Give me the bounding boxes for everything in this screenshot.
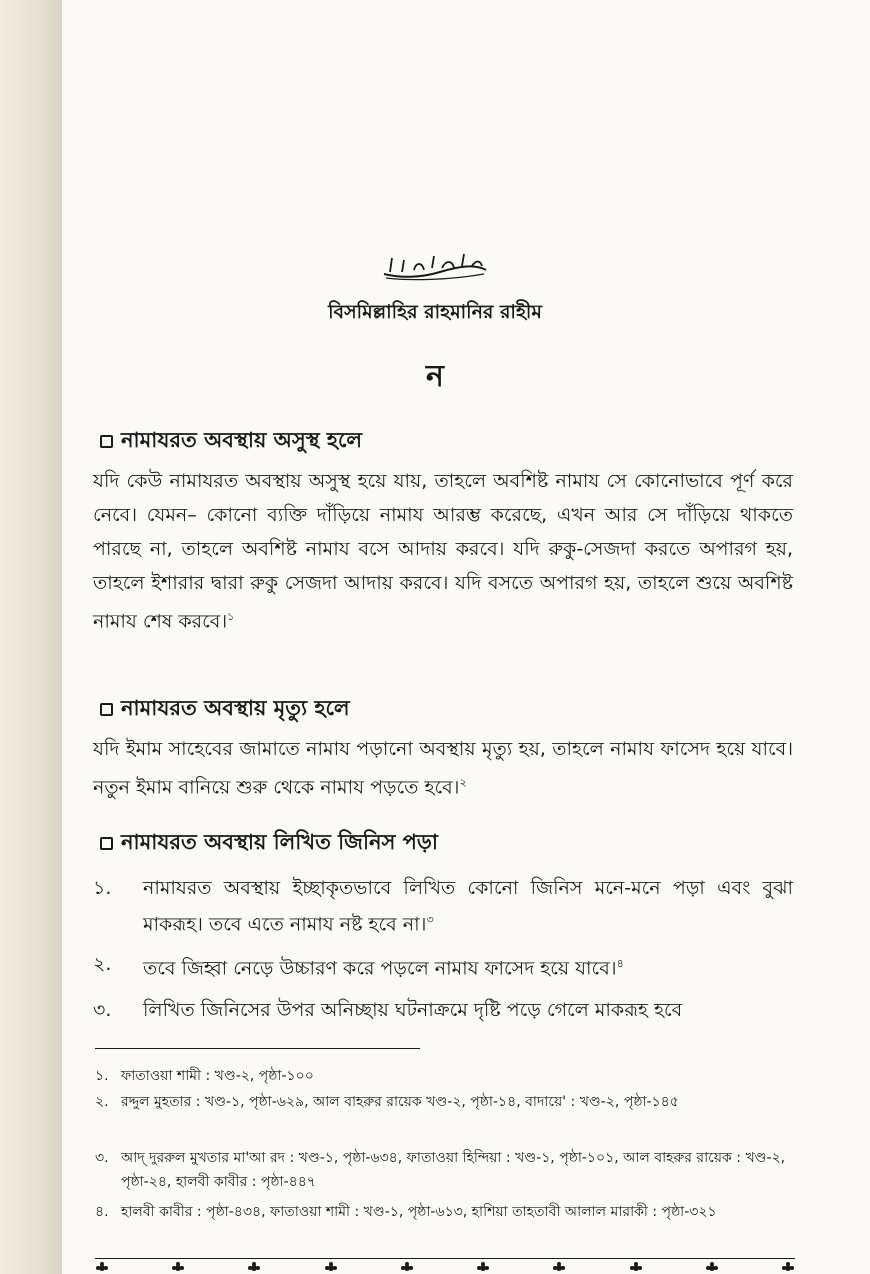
arabic-calligraphy-icon [380, 250, 490, 282]
footnote-divider [95, 1048, 420, 1049]
footnote [95, 1146, 795, 1194]
footnote-ref: ৪ [616, 957, 624, 970]
section-paragraph [93, 732, 793, 804]
footnote-text: আদ্ দুররুল মুখতার মা'আ রদ : খণ্ড-১, পৃষ্ঠা-৬৩৪, ফাতাওয়া হিন্দিয়া : খণ্ড-১, পৃষ্ঠা-১০১, আল বাহরুর রায়েক : খণ্ড-২, পৃষ্ঠা-২৪, হালবী কাবীর : পৃষ্ঠা-৪৪৭ [121, 1150, 786, 1190]
checkbox-square-icon [100, 435, 113, 448]
section-heading [100, 826, 438, 861]
section-paragraph [93, 464, 793, 638]
flower-ornament-icon [476, 1262, 490, 1274]
flower-ornament-icon [629, 1262, 643, 1274]
book-gutter [0, 0, 62, 1274]
footnote-ref: ১ [227, 610, 235, 623]
section-heading-text: নামাযরত অবস্থায় অসুস্থ হলে [121, 428, 363, 452]
footnote-number: ১. [95, 1068, 109, 1084]
list-text: নামাযরত অবস্থায় ইচ্ছাকৃতভাবে লিখিত কোনো জিনিস মনে-মনে পড়া এবং বুঝা মাকরূহ। তবে এতে নামায নষ্ট হবে না। [143, 877, 793, 936]
footnote-text: ফাতাওয়া শামী : খণ্ড-২, পৃষ্ঠা-১০০ [121, 1068, 314, 1084]
flower-ornament-icon [324, 1262, 338, 1274]
section-heading [100, 692, 350, 727]
footnote-number: ২. [95, 1094, 109, 1110]
ornament-border [95, 1262, 795, 1274]
footnote-ref: ২ [459, 776, 467, 789]
list-number: ১. [93, 877, 112, 899]
list-item [93, 948, 793, 984]
footnote-number: ৩. [95, 1150, 109, 1166]
flower-ornament-icon [247, 1262, 261, 1274]
list-number: ৩. [93, 999, 112, 1021]
footnote-text: রদ্দুল মুহতার : খণ্ড-১, পৃষ্ঠা-৬২৯, আল বাহরুর রায়েক খণ্ড-২, পৃষ্ঠা-১৪, বাদায়ে' : খণ্ড-২, পৃষ্ঠা-১৪৫ [121, 1094, 679, 1110]
paragraph-text: যদি কেউ নামাযরত অবস্থায় অসুস্থ হয়ে যায়, তাহলে অবশিষ্ট নামায সে কোনোভাবে পূর্ণ করে নেবে। যেমন– কোনো ব্যক্তি দাঁড়িয়ে নামায আরম্ভ করেছে, এখন আর সে দাঁড়িয়ে থাকতে পারছে না, তাহলে অবশিষ্ট নামায বসে আদায় করবে। যদি রুকু-সেজদা করতে অপারগ হয়, তাহলে ইশারার দ্বারা রুকু সেজদা আদায় করবে। যদি বসতে অপারগ হয়, তাহলে শুয়ে অবশিষ্ট নামায শেষ করবে। [93, 470, 793, 633]
bismillah-text: বিসমিল্লাহির রাহমানির রাহীম [328, 301, 542, 323]
footnote [95, 1064, 795, 1088]
flower-ornament-icon [171, 1262, 185, 1274]
section-heading [100, 424, 362, 459]
checkbox-square-icon [100, 703, 113, 716]
footnote [95, 1090, 795, 1114]
flower-ornament-icon [552, 1262, 566, 1274]
flower-ornament-icon [400, 1262, 414, 1274]
section-heading-text: নামাযরত অবস্থায় লিখিত জিনিস পড়া [121, 830, 439, 854]
page-bottom-rule [95, 1258, 795, 1259]
paragraph-text: যদি ইমাম সাহেবের জামাতে নামায পড়ানো অবস্থায় মৃত্যু হয়, তাহলে নামায ফাসেদ হয়ে যাবে। নতুন ইমাম বানিয়ে শুরু থেকে নামায পড়তে হবে। [93, 738, 793, 799]
flower-ornament-icon [781, 1262, 795, 1274]
flower-ornament-icon [705, 1262, 719, 1274]
list-text: তবে জিহ্বা নেড়ে উচ্চারণ করে পড়লে নামায ফাসেদ হয়ে যাবে। [143, 957, 617, 980]
chapter-letter: ন [426, 359, 444, 394]
footnote-text: হালবী কাবীর : পৃষ্ঠা-৪৩৪, ফাতাওয়া শামী : খণ্ড-১, পৃষ্ঠা-৬১৩, হাশিয়া তাহতাবী আলাল মারাকী : পৃষ্ঠা-৩২১ [121, 1204, 717, 1220]
section-heading-text: নামাযরত অবস্থায় মৃত্যু হলে [121, 696, 350, 720]
list-item [93, 994, 793, 1026]
list-number: ২. [93, 953, 112, 975]
footnote-number: ৪. [95, 1204, 109, 1220]
flower-ornament-icon [95, 1262, 109, 1274]
footnote-ref: ৩ [426, 913, 434, 926]
footnote [95, 1200, 795, 1224]
list-item [93, 872, 793, 940]
list-text: লিখিত জিনিসের উপর অনিচ্ছায় ঘটনাক্রমে দৃষ্টি পড়ে গেলে মাকরূহ হবে [143, 999, 683, 1021]
checkbox-square-icon [100, 837, 113, 850]
